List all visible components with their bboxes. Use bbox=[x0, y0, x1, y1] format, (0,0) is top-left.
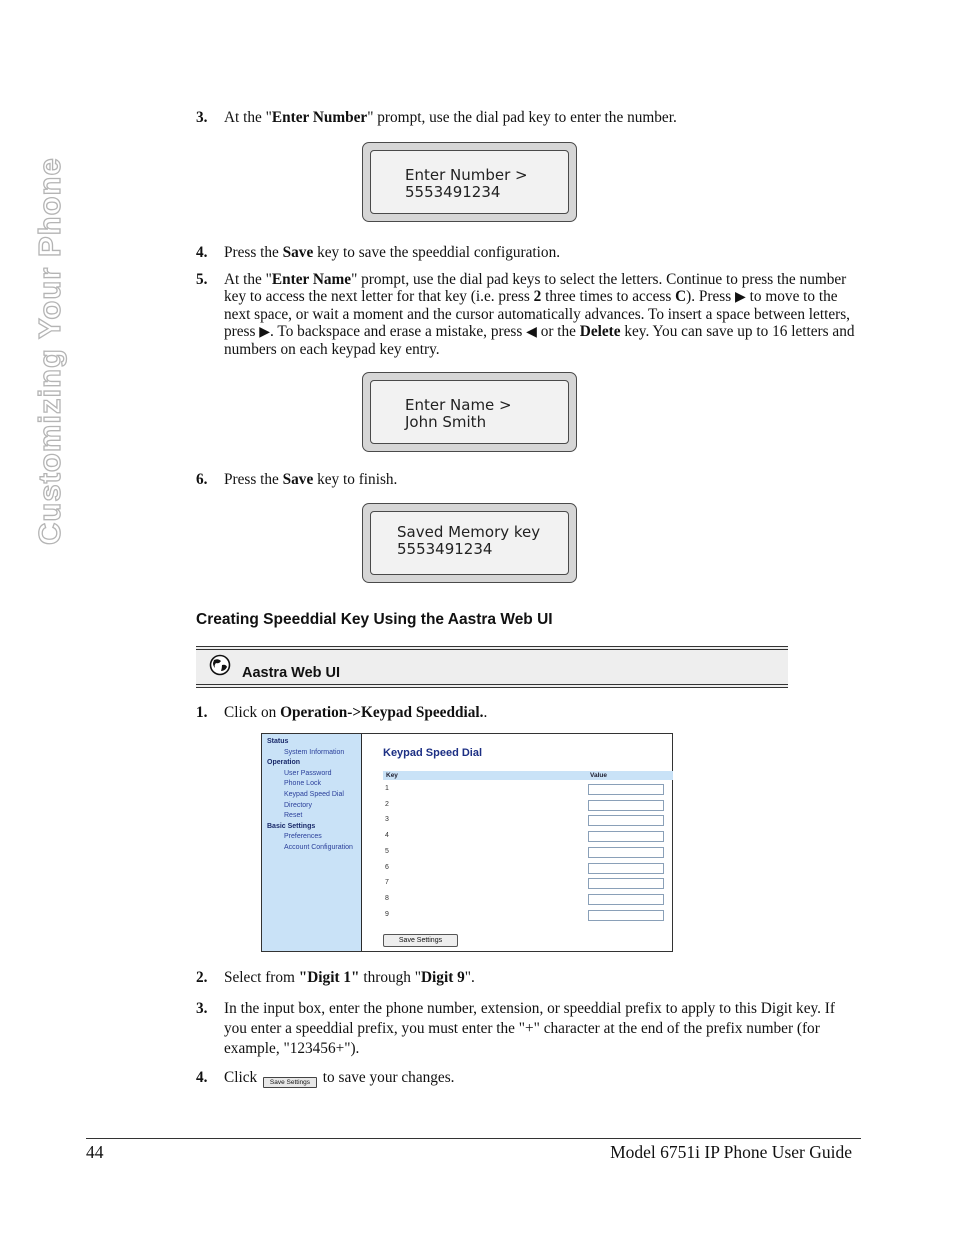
lcd-line-2: 5553491234 bbox=[397, 540, 493, 558]
value-input[interactable] bbox=[588, 894, 664, 905]
step-text: Click Save Settings to save your changes. bbox=[224, 1069, 455, 1086]
web-step-2 bbox=[196, 969, 856, 986]
key-label: 8 bbox=[385, 894, 389, 902]
nav-link[interactable]: Preferences bbox=[284, 833, 322, 841]
lcd-line-1: Enter Number > bbox=[405, 166, 528, 184]
key-label: 3 bbox=[385, 816, 389, 824]
nav-group-label: Status bbox=[267, 738, 289, 745]
webui-main bbox=[362, 734, 672, 951]
nav-group-label: Operation bbox=[267, 759, 301, 767]
key-label: 1 bbox=[385, 785, 389, 792]
lcd-screen bbox=[370, 150, 569, 214]
web-step-3 bbox=[196, 999, 856, 1059]
value-input[interactable] bbox=[588, 831, 664, 842]
value-input[interactable] bbox=[588, 784, 664, 795]
lcd-line-1: Enter Name > bbox=[405, 396, 512, 414]
section-heading: Creating Speeddial Key Using the Aastra Web UI bbox=[196, 611, 553, 628]
nav-link[interactable]: System Information bbox=[284, 748, 345, 756]
lcd-enter-name bbox=[362, 372, 577, 452]
step-3-enter-number bbox=[196, 109, 856, 126]
step-number: 1. bbox=[196, 704, 208, 721]
key-label: 5 bbox=[385, 847, 389, 855]
value-input[interactable] bbox=[588, 847, 664, 858]
footer-rule bbox=[86, 1138, 861, 1139]
step-number: 5. bbox=[196, 271, 208, 288]
step-text: Click on Operation->Keypad Speeddial.. bbox=[224, 704, 488, 721]
step-6-finish bbox=[196, 471, 856, 488]
lcd-screen bbox=[370, 511, 569, 575]
col-key-header: Key bbox=[386, 772, 398, 779]
step-5-enter-name bbox=[196, 271, 856, 358]
save-settings-button[interactable]: Save Settings bbox=[383, 934, 458, 947]
key-label: 4 bbox=[385, 832, 389, 840]
lcd-enter-number bbox=[362, 142, 577, 222]
lcd-screen bbox=[370, 380, 569, 444]
value-input[interactable] bbox=[588, 878, 664, 889]
nav-link[interactable]: Directory bbox=[284, 801, 313, 809]
value-input[interactable] bbox=[588, 910, 664, 921]
nav-link[interactable]: User Password bbox=[284, 769, 332, 777]
page-number: 44 bbox=[86, 1142, 104, 1162]
key-label: 2 bbox=[385, 800, 389, 808]
step-number: 2. bbox=[196, 969, 208, 986]
nav-link[interactable]: Account Configuration bbox=[284, 844, 353, 851]
lcd-line-2: John Smith bbox=[405, 413, 487, 431]
globe-icon bbox=[209, 654, 231, 676]
step-number: 3. bbox=[196, 109, 208, 126]
step-text: At the "Enter Number" prompt, use the dial pad key to enter the number. bbox=[224, 109, 677, 126]
web-step-1 bbox=[196, 704, 856, 721]
step-number: 4. bbox=[196, 244, 208, 261]
step-text: At the "Enter Name" prompt, use the dial pad keys to select the letters. Continue to press the number key to access the next letter for that key (i.e. press 2 three times to access C). Press ▶ to move to the next space, or wait a moment and the cursor automatically advances. To insert a space between letters, press ▶. To backspace and erase a mistake, press ◀ or the Delete key. You can save up to 16 letters and numbers on each keypad key entry. bbox=[224, 271, 855, 358]
step-number: 6. bbox=[196, 471, 208, 488]
key-label: 6 bbox=[385, 863, 389, 871]
web-ui-banner bbox=[196, 646, 788, 688]
nav-link[interactable]: Phone Lock bbox=[284, 780, 321, 788]
value-input[interactable] bbox=[588, 863, 664, 874]
step-text: In the input box, enter the phone number, extension, or speeddial prefix to apply to this Digit key. If you enter a speeddial prefix, you must enter the "+" character at the end of the prefix number (for example, "123456+"). bbox=[224, 1000, 835, 1057]
lcd-line-2: 5553491234 bbox=[405, 183, 501, 201]
step-number: 3. bbox=[196, 1000, 208, 1017]
lcd-saved-memory-key bbox=[362, 503, 577, 583]
webui-sidebar bbox=[262, 734, 362, 951]
value-input[interactable] bbox=[588, 800, 664, 811]
web-step-4 bbox=[196, 1069, 856, 1088]
step-text: Press the Save key to save the speeddial configuration. bbox=[224, 244, 561, 261]
nav-link[interactable]: Keypad Speed Dial bbox=[284, 791, 344, 798]
web-ui-label: Aastra Web UI bbox=[242, 665, 341, 681]
step-text: Press the Save key to finish. bbox=[224, 471, 398, 488]
key-label: 9 bbox=[385, 910, 389, 918]
nav-link[interactable]: Reset bbox=[284, 812, 303, 820]
webui-screenshot bbox=[261, 733, 673, 952]
nav-group-label: Basic Settings bbox=[267, 822, 316, 830]
chapter-side-title: Customizing Your Phone bbox=[32, 157, 67, 545]
guide-title: Model 6751i IP Phone User Guide bbox=[610, 1142, 852, 1162]
step-text: Select from "Digit 1" through "Digit 9". bbox=[224, 969, 475, 986]
key-label: 7 bbox=[385, 879, 389, 887]
webui-table-header bbox=[383, 771, 673, 780]
step-number: 4. bbox=[196, 1069, 208, 1086]
step-4-save bbox=[196, 244, 856, 261]
webui-page-title: Keypad Speed Dial bbox=[383, 747, 483, 759]
col-value-header: Value bbox=[590, 772, 607, 779]
value-input[interactable] bbox=[588, 815, 664, 826]
lcd-line-1: Saved Memory key bbox=[397, 523, 541, 541]
